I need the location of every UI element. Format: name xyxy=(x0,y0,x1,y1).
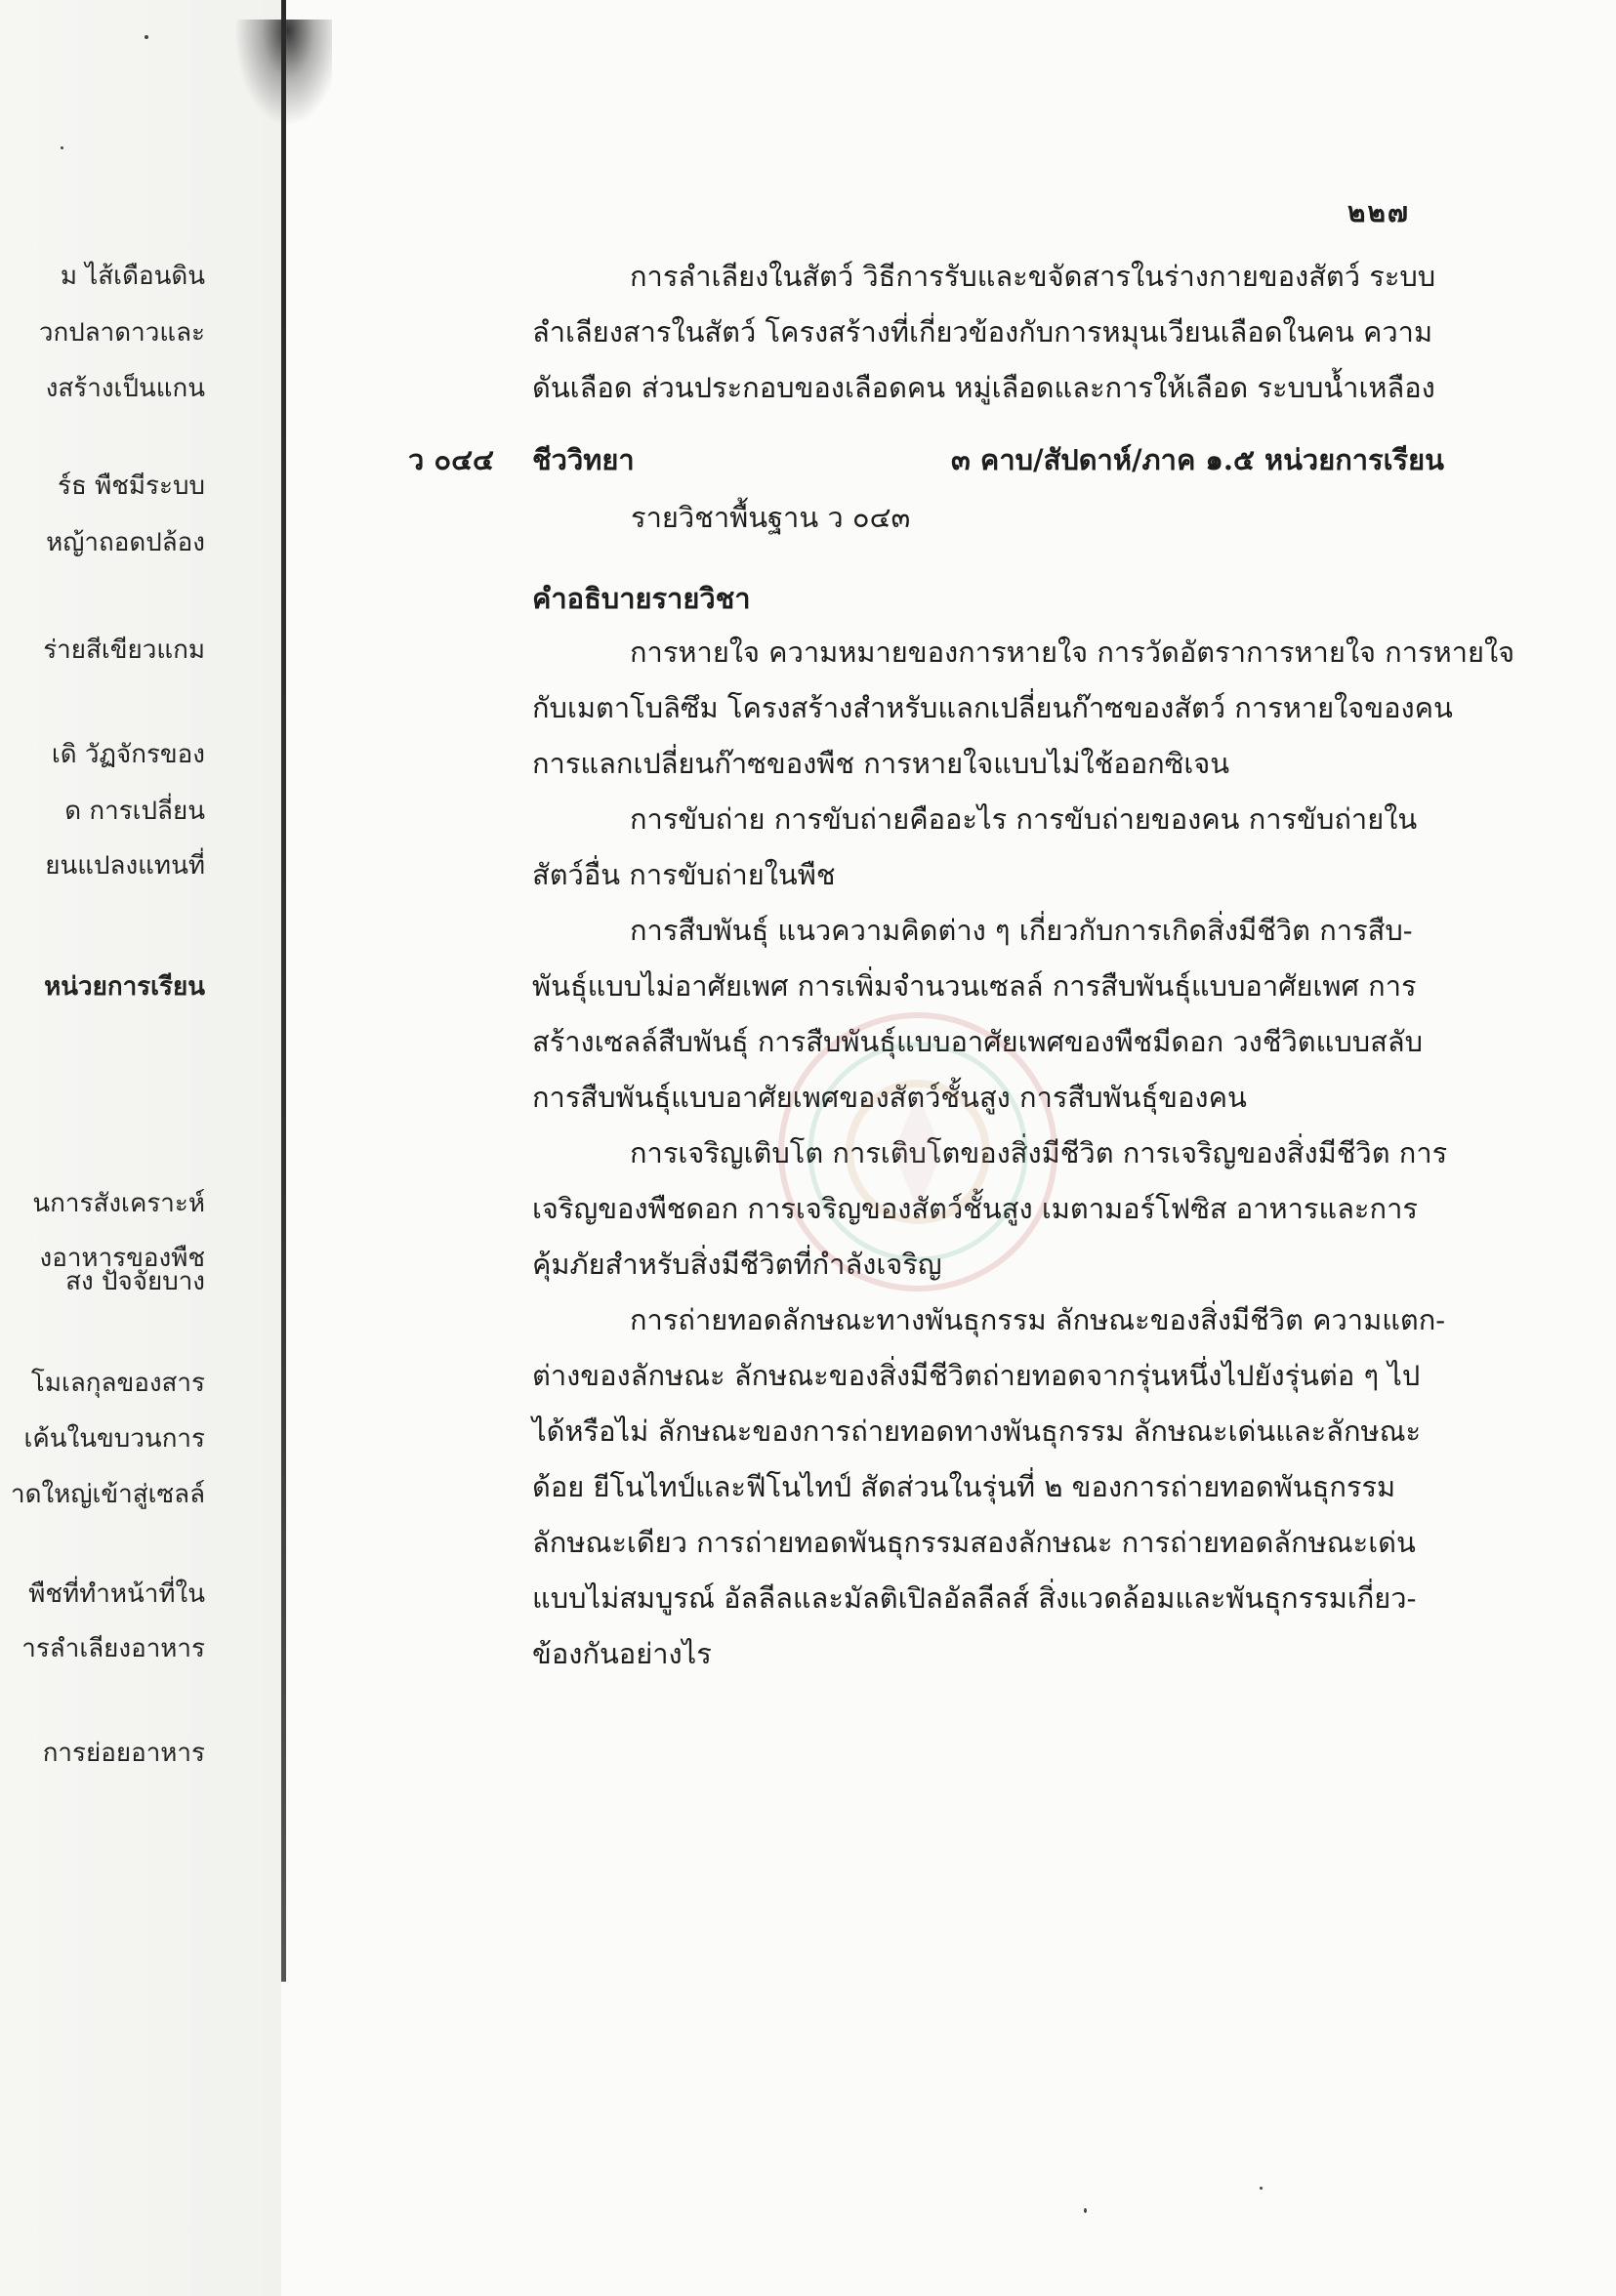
text-line: ดันเลือด ส่วนประกอบของเลือดคน หมู่เลือดและการให้เลือด ระบบน้ำเหลือง xyxy=(532,371,1435,404)
left-fragment: ร์ธ พืชมีระบบ xyxy=(58,472,205,501)
text-line: กับเมตาโบลิซึม โครงสร้างสำหรับแลกเปลี่ยนก๊าซของสัตว์ การหายใจของคน xyxy=(532,691,1453,724)
text-line: ด้อย ยีโนไทป์และฟีโนไทป์ สัดส่วนในรุ่นที่ ๒ ของการถ่ายทอดพันธุกรรม xyxy=(532,1470,1396,1503)
scan-speck xyxy=(1084,2208,1087,2213)
left-fragment: การย่อยอาหาร xyxy=(42,1739,205,1768)
text-line: การขับถ่าย การขับถ่ายคืออะไร การขับถ่ายของคน การขับถ่ายใน xyxy=(630,802,1418,836)
course-hours: ๓ คาบ/สัปดาห์/ภาค ๑.๕ หน่วยการเรียน xyxy=(951,443,1444,476)
text-line: การลำเลียงในสัตว์ วิธีการรับและขจัดสารในร่างกายของสัตว์ ระบบ xyxy=(630,260,1436,293)
left-fragment: สง ปัจจัยบาง xyxy=(65,1267,205,1296)
left-fragment: โมเลกุลของสาร xyxy=(30,1369,205,1398)
left-fragment: าดใหญ่เข้าสู่เซลล์ xyxy=(11,1480,205,1509)
course-name: ชีววิทยา xyxy=(532,443,635,476)
description-paragraph xyxy=(532,792,1470,903)
left-fragment: ม ไส้เดือนดิน xyxy=(60,262,205,291)
text-line: คุ้มภัยสำหรับสิ่งมีชีวิตที่กำลังเจริญ xyxy=(532,1248,942,1281)
course-prerequisite: รายวิชาพื้นฐาน ว ๐๔๓ xyxy=(631,501,911,534)
text-line: พันธุ์แบบไม่อาศัยเพศ การเพิ่มจำนวนเซลล์ การสืบพันธุ์แบบอาศัยเพศ การ xyxy=(532,969,1417,1003)
left-fragment: เค้นในขบวนการ xyxy=(23,1424,205,1454)
previous-course-tail xyxy=(532,249,1470,416)
text-line: การถ่ายทอดลักษณะทางพันธุกรรม ลักษณะของสิ่งมีชีวิต ความแตก- xyxy=(630,1303,1446,1336)
left-fragment: หญ้าถอดปล้อง xyxy=(46,528,205,557)
left-fragment: วกปลาดาวและ xyxy=(38,318,205,348)
text-line: ได้หรือไม่ ลักษณะของการถ่ายทอดทางพันธุกรรม ลักษณะเด่นและลักษณะ xyxy=(532,1414,1422,1448)
page-number: ๒๒๗ xyxy=(1347,196,1410,228)
school-seal-watermark xyxy=(771,1005,1064,1298)
left-fragment: เดิ วัฏจักรของ xyxy=(51,740,205,769)
text-line: การสืบพันธุ์ แนวความคิดต่าง ๆ เกี่ยวกับการเกิดสิ่งมีชีวิต การสืบ- xyxy=(630,914,1413,947)
text-line: สัตว์อื่น การขับถ่ายในพืช xyxy=(532,858,836,891)
left-fragment: ด การเปลี่ยน xyxy=(64,797,205,826)
left-fragment: หน่วยการเรียน xyxy=(44,972,205,1002)
text-line: การเจริญเติบโต การเติบโตของสิ่งมีชีวิต การเจริญของสิ่งมีชีวิต การ xyxy=(630,1136,1448,1169)
text-line: การแลกเปลี่ยนก๊าซของพืช การหายใจแบบไม่ใช้ออกซิเจน xyxy=(532,747,1230,780)
text-line: การสืบพันธุ์แบบอาศัยเพศของสัตว์ชั้นสูง การสืบพันธุ์ของคน xyxy=(532,1081,1247,1114)
text-line: การหายใจ ความหมายของการหายใจ การวัดอัตราการหายใจ การหายใจ xyxy=(630,636,1515,669)
text-line: เจริญของพืชดอก การเจริญของสัตว์ชั้นสูง เมตามอร์โฟซิส อาหารและการ xyxy=(532,1192,1418,1225)
text-line: สร้างเซลล์สืบพันธุ์ การสืบพันธุ์แบบอาศัยเพศของพืชมีดอก วงชีวิตแบบสลับ xyxy=(532,1025,1424,1058)
left-fragment: ยนแปลงแทนที่ xyxy=(45,851,205,881)
left-fragment: พืชที่ทำหน้าที่ใน xyxy=(28,1579,205,1609)
left-fragment: ร่ายสีเขียวแกม xyxy=(43,636,205,665)
left-fragment: งอาหารของพืช xyxy=(39,1244,205,1273)
description-paragraph xyxy=(532,1292,1470,1682)
course-code: ว ๐๔๔ xyxy=(408,443,494,476)
text-line: ข้องกันอย่างไร xyxy=(532,1637,712,1670)
scan-speck xyxy=(1260,2187,1263,2190)
scan-speck xyxy=(61,146,63,149)
text-line: ลักษณะเดียว การถ่ายทอดพันธุกรรมสองลักษณะ การถ่ายทอดลักษณะเด่น xyxy=(532,1526,1416,1559)
left-fragment: งสร้างเป็นแกน xyxy=(45,374,205,403)
left-fragment: นการสังเคราะห์ xyxy=(32,1189,205,1218)
left-fragment: ารลำเลียงอาหาร xyxy=(21,1634,205,1663)
text-line: ลำเลียงสารในสัตว์ โครงสร้างที่เกี่ยวข้องกับการหมุนเวียนเลือดในคน ความ xyxy=(532,315,1433,348)
description-heading: คำอธิบายรายวิชา xyxy=(532,582,751,615)
text-line: แบบไม่สมบูรณ์ อัลลีลและมัลติเปิลอัลลีลส์ สิ่งแวดล้อมและพันธุกรรมเกี่ยว- xyxy=(532,1581,1417,1615)
description-paragraph xyxy=(532,625,1515,792)
text-line: ต่างของลักษณะ ลักษณะของสิ่งมีชีวิตถ่ายทอดจากรุ่นหนึ่งไปยังรุ่นต่อ ๆ ไป xyxy=(532,1359,1421,1392)
book-spine xyxy=(281,0,286,1982)
scan-speck xyxy=(145,35,148,39)
